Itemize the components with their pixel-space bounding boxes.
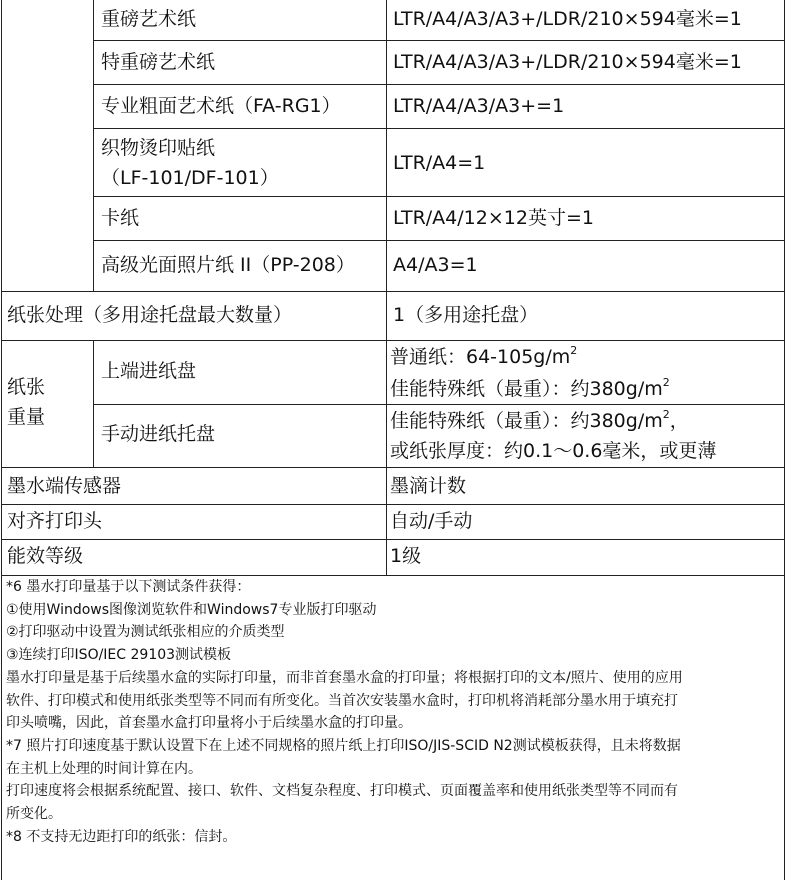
footnote-line: ③连续打印ISO/IEC 29103测试模板	[6, 647, 232, 664]
row-divider	[93, 84, 784, 85]
row-value-glossy-photo: A4/A3=1	[393, 254, 478, 276]
row-value-manual-tray-line2: 或纸张厚度：约0.1～0.6毫米，或更薄	[390, 440, 717, 462]
footnote-line: 软件、打印模式和使用纸张类型等不同而有所变化。当首次安装墨水盒时，打印机将消耗部分墨水用于填充打	[6, 692, 678, 709]
footnote-line: *6 墨水打印量基于以下测试条件获得：	[6, 579, 251, 595]
row-label-fabric-transfer-line2: （LF-101/DF-101）	[101, 167, 279, 189]
row-label-paper-handling: 纸张处理（多用途托盘最大数量）	[7, 304, 293, 326]
footnote-line: 在主机上处理的时间计算在内。	[6, 760, 202, 777]
row-label-paper-weight-line2: 重量	[7, 406, 46, 428]
row-value-heavy-art-paper: LTR/A4/A3/A3+/LDR/210×594毫米=1	[393, 8, 742, 30]
row-value-ink-sensor: 墨滴计数	[390, 475, 467, 497]
row-divider	[93, 196, 784, 197]
footnote-line: *7 照片打印速度基于默认设置下在上述不同规格的照片纸上打印ISO/JIS-SCID N2测试模板获得，且未将数据	[6, 737, 681, 754]
row-label-extra-heavy-art-paper: 特重磅艺术纸	[101, 51, 216, 73]
row-label-heavy-art-paper: 重磅艺术纸	[101, 8, 197, 30]
row-divider	[93, 240, 784, 241]
row-value-manual-tray-line1: 佳能特殊纸（最重）：约$380g/m^2$，	[390, 407, 689, 432]
row-divider	[93, 128, 784, 129]
row-divider	[1, 340, 784, 341]
column-divider-value	[386, 0, 387, 575]
footnote-line: ②打印驱动中设置为测试纸张相应的介质类型	[6, 624, 285, 641]
row-value-paper-handling: 1（多用途托盘）	[393, 304, 539, 326]
row-value-matte-art-paper: LTR/A4/A3/A3+=1	[393, 95, 565, 117]
footnote-line: 所变化。	[6, 806, 62, 823]
row-divider	[93, 40, 784, 41]
row-divider	[1, 539, 784, 540]
row-divider	[1, 504, 784, 505]
row-label-matte-art-paper: 专业粗面艺术纸（FA-RG1）	[101, 95, 341, 117]
footnotes	[6, 576, 784, 848]
row-value-fabric-transfer: LTR/A4=1	[393, 152, 486, 174]
row-label-card-paper: 卡纸	[101, 207, 140, 229]
row-label-energy-grade: 能效等级	[7, 545, 84, 567]
table-border-left	[1, 0, 2, 880]
row-label-head-alignment: 对齐打印头	[7, 510, 103, 532]
column-divider-label	[93, 0, 94, 291]
footnote-line: 印头喷嘴，因此，首套墨水盒打印量将小于后续墨水盒的打印量。	[6, 715, 412, 732]
row-value-energy-grade: 1级	[390, 545, 422, 567]
row-value-top-tray-line1: 普通纸：$64-105g/m^2$	[390, 343, 578, 368]
row-value-top-tray-line2: 佳能特殊纸（最重）：约$380g/m^2$	[390, 375, 670, 400]
footnote-line: 打印速度将会根据系统配置、接口、软件、文档复杂程度、打印模式、页面覆盖率和使用纸张类型等不同而有	[6, 783, 678, 800]
row-divider	[1, 467, 784, 468]
footnote-line: 墨水打印量是基于后续墨水盒的实际打印量，而非首套墨水盒的打印量；将根据打印的文本/照片、使用的应用	[6, 669, 683, 686]
row-label-fabric-transfer-line1: 织物烫印贴纸	[101, 137, 216, 159]
row-label-paper-weight-line1: 纸张	[7, 376, 46, 398]
row-divider	[93, 404, 784, 405]
row-label-glossy-photo: 高级光面照片纸 II（PP-208）	[101, 254, 355, 276]
row-divider	[1, 291, 784, 292]
footnote-line: *8 不支持无边距打印的纸张：信封。	[6, 828, 237, 845]
row-value-extra-heavy-art-paper: LTR/A4/A3/A3+/LDR/210×594毫米=1	[393, 51, 742, 73]
row-value-card-paper: LTR/A4/12×12英寸=1	[393, 207, 594, 229]
table-border-right	[784, 0, 785, 880]
row-label-ink-sensor: 墨水端传感器	[7, 475, 122, 497]
footnote-line: ①使用Windows图像浏览软件和Windows7专业版打印驱动	[6, 601, 377, 618]
row-label-manual-tray: 手动进纸托盘	[101, 423, 216, 445]
row-value-head-alignment: 自动/手动	[390, 510, 473, 532]
row-label-top-tray: 上端进纸盘	[101, 360, 197, 382]
